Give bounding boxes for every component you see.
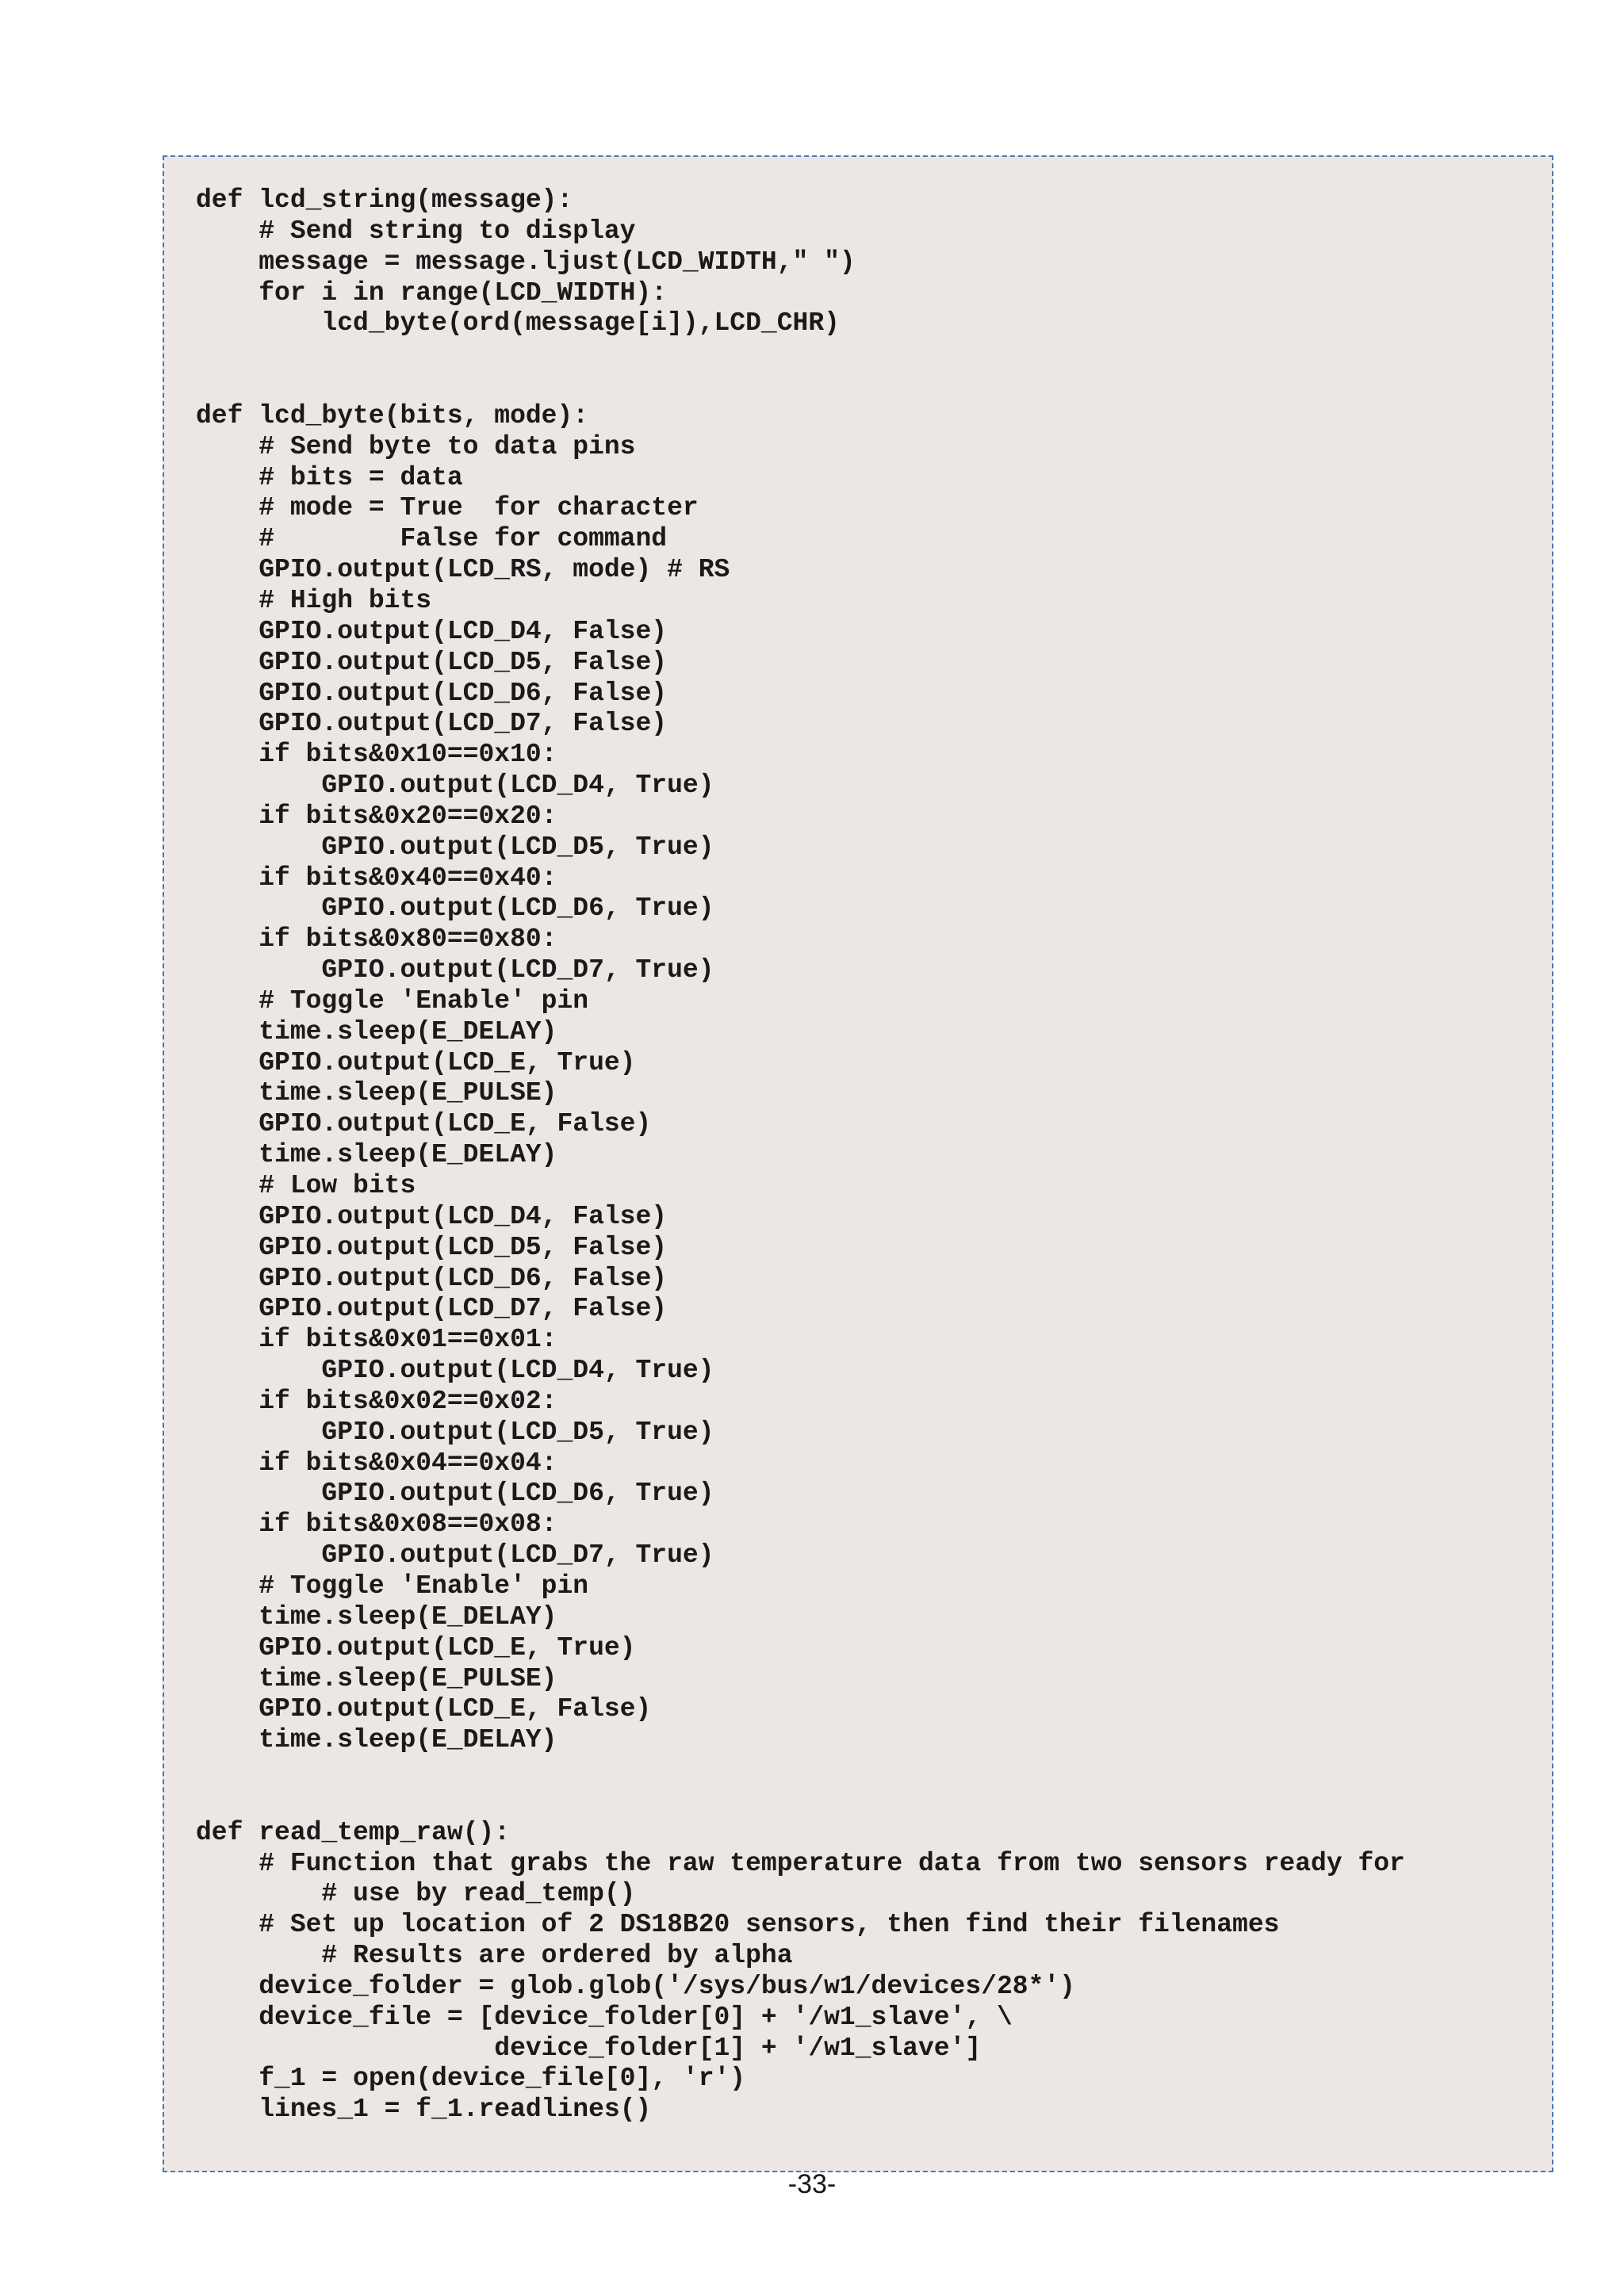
- code-line: if bits&0x20==0x20:: [196, 801, 557, 831]
- code-line: GPIO.output(LCD_D6, False): [196, 1263, 668, 1293]
- code-line: device_file = [device_folder[0] + '/w1_slave', \: [196, 2002, 1013, 2032]
- code-line: # False for command: [196, 524, 668, 554]
- code-line: lines_1 = f_1.readlines(): [196, 2095, 652, 2125]
- code-line: if bits&0x80==0x80:: [196, 924, 557, 955]
- code-line: def lcd_string(message):: [196, 186, 573, 215]
- page-number: -33-: [787, 2169, 837, 2199]
- code-line: f_1 = open(device_file[0], 'r'): [196, 2064, 746, 2094]
- code-line: time.sleep(E_PULSE): [196, 1078, 557, 1108]
- code-line: GPIO.output(LCD_E, True): [196, 1632, 636, 1663]
- code-line: # Toggle 'Enable' pin: [196, 985, 589, 1016]
- code-line: GPIO.output(LCD_D4, False): [196, 1201, 668, 1231]
- code-line: GPIO.output(LCD_D7, False): [196, 709, 668, 739]
- code-line: GPIO.output(LCD_D5, True): [196, 832, 714, 862]
- code-line: time.sleep(E_DELAY): [196, 1725, 557, 1755]
- code-line: # mode = True for character: [196, 493, 699, 523]
- code-line: device_folder = glob.glob('/sys/bus/w1/devices/28*'): [196, 1971, 1075, 2001]
- code-line: def read_temp_raw():: [196, 1817, 511, 1847]
- code-line: GPIO.output(LCD_D6, False): [196, 678, 668, 708]
- code-line: GPIO.output(LCD_D4, True): [196, 1356, 714, 1386]
- code-line: GPIO.output(LCD_D6, True): [196, 1479, 714, 1509]
- code-line: def lcd_byte(bits, mode):: [196, 400, 589, 430]
- code-line: # bits = data: [196, 462, 463, 492]
- code-line: GPIO.output(LCD_D4, True): [196, 771, 714, 801]
- code-line: GPIO.output(LCD_D5, False): [196, 1232, 668, 1262]
- code-line: if bits&0x04==0x04:: [196, 1448, 557, 1478]
- code-line: [196, 1756, 1405, 1787]
- code-line: GPIO.output(LCD_D4, False): [196, 616, 668, 646]
- code-line: # Function that grabs the raw temperature data from two sensors ready for: [196, 1848, 1405, 1878]
- code-line: GPIO.output(LCD_E, True): [196, 1047, 636, 1077]
- code-line: # Toggle 'Enable' pin: [196, 1571, 589, 1601]
- code-line: GPIO.output(LCD_D5, True): [196, 1417, 714, 1447]
- code-line: [196, 339, 1405, 370]
- code-line: GPIO.output(LCD_E, False): [196, 1109, 652, 1139]
- code-line: # Results are ordered by alpha: [196, 1941, 793, 1971]
- code-line: GPIO.output(LCD_D7, True): [196, 1540, 714, 1571]
- code-line: GPIO.output(LCD_RS, mode) # RS: [196, 555, 730, 585]
- code-line: message = message.ljust(LCD_WIDTH," "): [196, 247, 856, 277]
- code-line: GPIO.output(LCD_E, False): [196, 1694, 652, 1724]
- code-line: time.sleep(E_DELAY): [196, 1601, 557, 1632]
- code-line: [196, 370, 1405, 401]
- code-line: if bits&0x01==0x01:: [196, 1325, 557, 1355]
- code-line: # Send byte to data pins: [196, 431, 636, 461]
- code-line: GPIO.output(LCD_D6, True): [196, 894, 714, 924]
- code-line: GPIO.output(LCD_D7, False): [196, 1294, 668, 1324]
- code-line: if bits&0x40==0x40:: [196, 863, 557, 893]
- code-line: device_folder[1] + '/w1_slave']: [196, 2033, 982, 2063]
- code-line: GPIO.output(LCD_D5, False): [196, 647, 668, 677]
- code-line: time.sleep(E_PULSE): [196, 1663, 557, 1693]
- code-line: for i in range(LCD_WIDTH):: [196, 277, 668, 308]
- code-listing: [196, 186, 1405, 2126]
- code-line: if bits&0x10==0x10:: [196, 740, 557, 770]
- code-line: # High bits: [196, 585, 432, 615]
- code-line: lcd_byte(ord(message[i]),LCD_CHR): [196, 308, 840, 339]
- code-line: time.sleep(E_DELAY): [196, 1140, 557, 1170]
- code-line: # Low bits: [196, 1171, 416, 1200]
- code-line: if bits&0x02==0x02:: [196, 1386, 557, 1416]
- code-line: # Send string to display: [196, 216, 636, 246]
- code-line: # use by read_temp(): [196, 1879, 636, 1909]
- code-line: # Set up location of 2 DS18B20 sensors, then find their filenames: [196, 1910, 1280, 1940]
- code-line: if bits&0x08==0x08:: [196, 1510, 557, 1540]
- code-line: GPIO.output(LCD_D7, True): [196, 955, 714, 985]
- code-line: [196, 1787, 1405, 1818]
- code-listing-box: [163, 155, 1553, 2172]
- code-line: time.sleep(E_DELAY): [196, 1016, 557, 1047]
